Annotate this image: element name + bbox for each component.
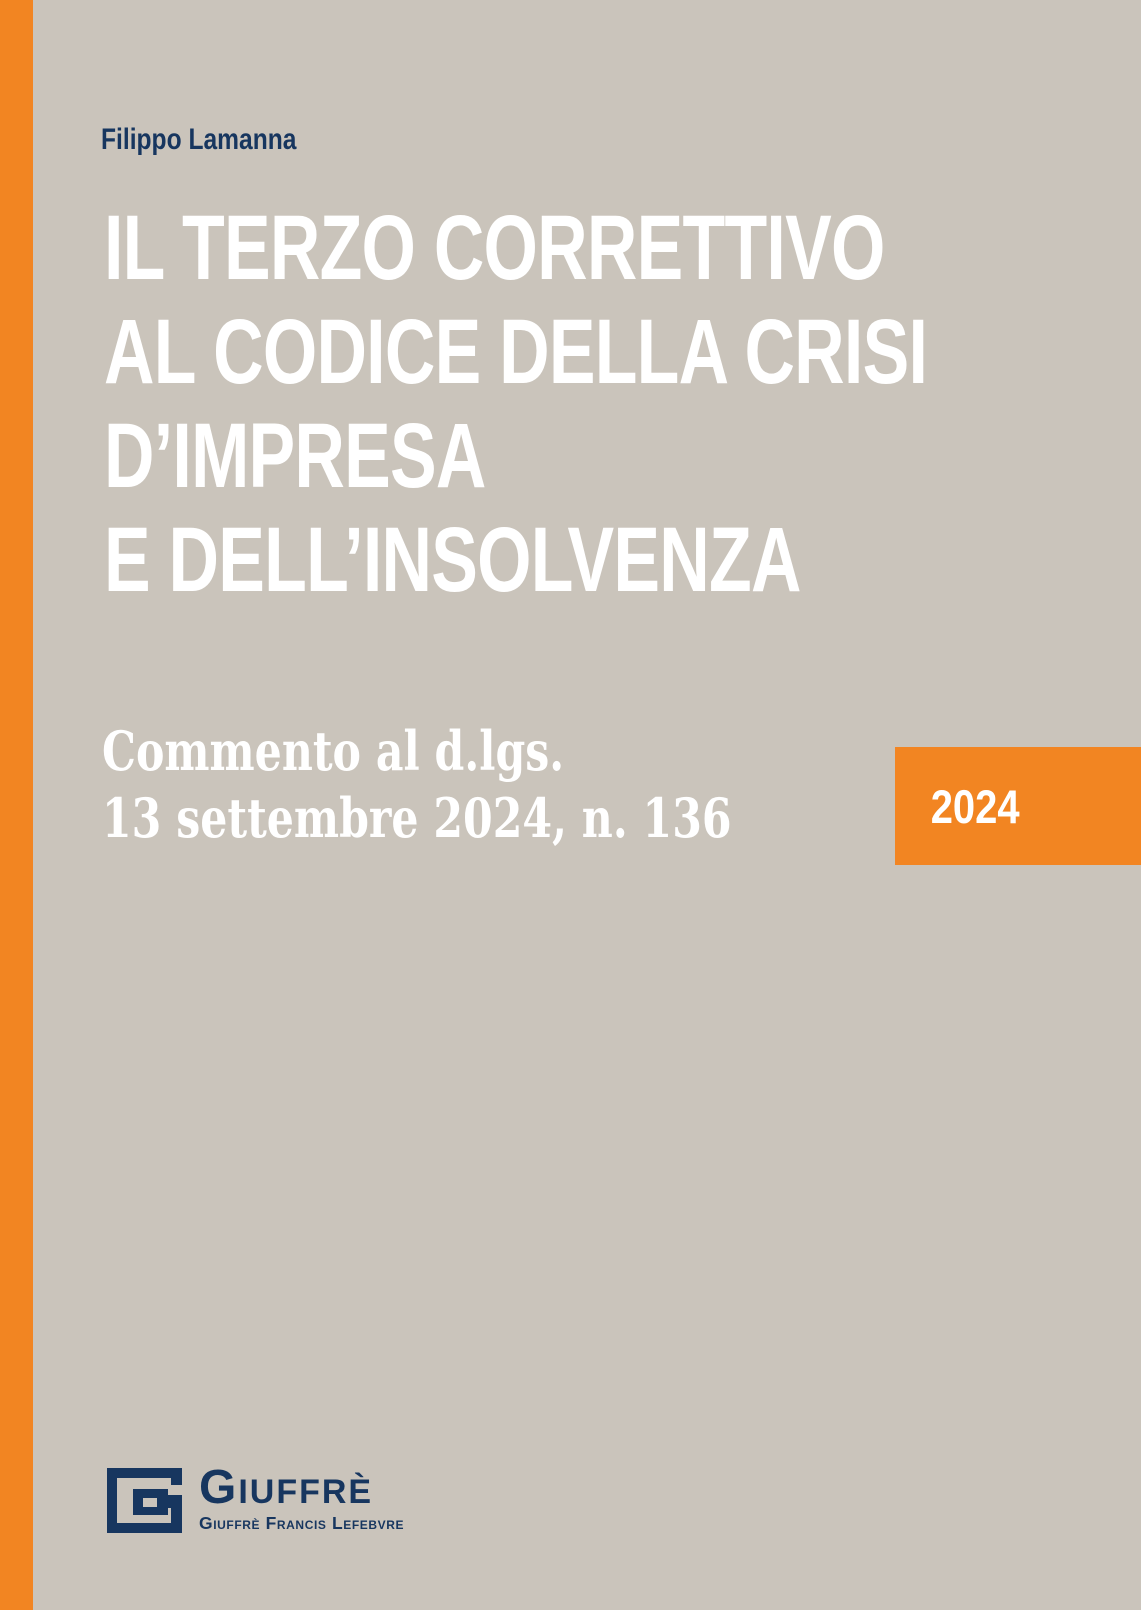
orange-spine-stripe xyxy=(0,0,33,1610)
title-line-2: AL CODICE DELLA CRISI xyxy=(104,301,928,403)
book-subtitle xyxy=(102,718,899,852)
publisher-wordmark: Giuffrè xyxy=(199,1461,374,1514)
publisher-tagline: Giuffrè Francis Lefebvre xyxy=(199,1513,405,1533)
title-line-4: E DELL’INSOLVENZA xyxy=(104,509,801,611)
giuffre-monogram-icon xyxy=(107,1468,182,1533)
title-line-1: IL TERZO CORRETTIVO xyxy=(104,197,885,299)
year-badge xyxy=(895,747,1141,865)
subtitle-line-1: Commento al d.lgs. xyxy=(102,719,565,783)
author-name: Filippo Lamanna xyxy=(101,123,297,156)
book-title xyxy=(104,196,1141,612)
title-line-3: D’IMPRESA xyxy=(104,405,486,507)
subtitle-line-2: 13 settembre 2024, n. 136 xyxy=(102,786,732,850)
year-badge-label: 2024 xyxy=(930,779,1020,833)
